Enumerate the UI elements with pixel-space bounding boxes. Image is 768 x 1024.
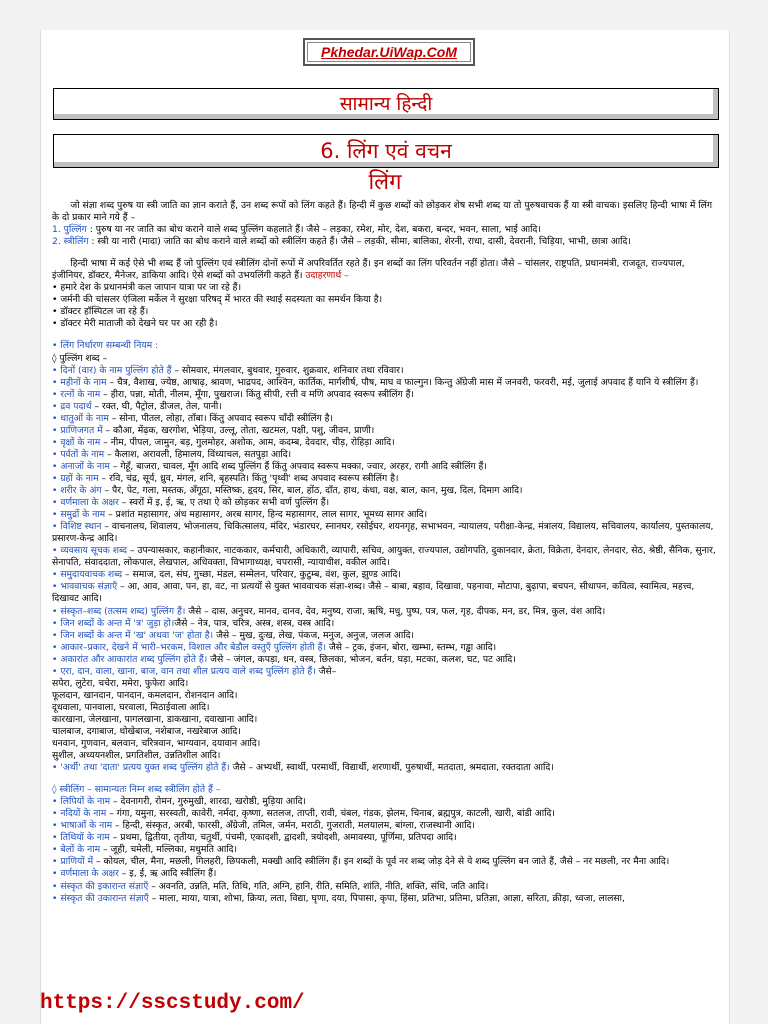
ubhay-paragraph: हिन्दी भाषा में कई ऐसे भी शब्द हैं जो पुल्लिंग एवं स्त्रीलिंग दोनों रूपों में अपरिवर्तित रहते हैं। इन शब्दों का लिंग परिवर्तन नहीं होता। जैसे – चांसलर, राष्ट्रपति, प्रधानमंत्री, राजदूत, राज्यपाल, इंजीनियर, डॉक्टर, मैनेजर, डाकिया आदि। ऐसे शब्दों को उभयलिंगी कहते हैं। उदाहरणार्थ –	[52, 258, 685, 282]
pullinga-rule: • एरा, दान, वाला, खाना, बाज, वान तथा शील प्रत्यय वाले शब्द पुल्लिंग होते हैं। जैसे–	[52, 665, 337, 677]
site-banner[interactable]	[303, 38, 475, 66]
striling-rule: • नदियों के नाम – गंगा, यमुना, सरस्वती, कावेरी, नर्मदा, कृष्णा, सतलज, ताप्ती, रावी, चंबल, गंडक, झेलम, चिनाब, ब्रह्मपुत्र, काटली, खारी, बांडी आदि।	[52, 808, 555, 820]
arthi-rule: • 'अर्थी' तथा 'दाता' प्रत्यय युक्त शब्द पुल्लिंग होते हैं। जैसे – अभ्यर्थी, स्वार्थी, परमार्थी, विद्यार्थी, शरणार्थी, पुरुषार्थी, मतदाता, श्रमदाता, रक्तदाता आदि।	[52, 762, 554, 774]
striling-rule: • लिपियों के नाम – देवनागरी, रोमन, गुरुमुखी, शारदा, खरोष्ठी, मुड़िया आदि।	[52, 796, 306, 808]
example-sentence: • डॉक्टर हॉस्पिटल जा रहे हैं।	[52, 306, 149, 318]
striling-rule: • वर्णमाला के अक्षर – इ, ई, ऋ आदि स्त्रीलिंग हैं।	[52, 868, 217, 880]
suffix-examples-list	[52, 678, 716, 762]
example-sentence: • डॉक्टर मेरी माताजी को देखने घर पर आ रही है।	[52, 318, 218, 330]
subject-title: सामान्य हिन्दी	[53, 88, 719, 120]
pullinga-rule: • वर्णमाला के अक्षर – स्वरों में इ, ई, ऋ, ए तथा ऐ को छोड़कर सभी वर्ण पुल्लिंग हैं।	[52, 497, 330, 509]
ubhay-examples	[52, 282, 716, 330]
pullinga-rule: • पर्वतों के नाम – कैलाश, अरावली, हिमालय, विंध्याचल, सतपुड़ा आदि।	[52, 448, 292, 460]
striling-heading: ◊ स्त्रीलिंग – सामान्यतः निम्न शब्द स्त्रीलिंग होते हैं –	[52, 784, 221, 796]
suffix-example-line: कारखाना, जेलखाना, पागलखाना, डाकखाना, दवाखाना आदि।	[52, 713, 258, 725]
suffix-example-line: सपेरा, लुटेरा, चचेरा, ममेरा, फुफेरा आदि।	[52, 677, 189, 689]
suffix-example-line: सुशील, अध्ययनशील, प्रगतिशील, उन्नतिशील आदि।	[52, 750, 221, 762]
pullinga-rule: • समुद्रों के नाम – प्रशांत महासागर, अंध महासागर, अरब सागर, हिन्द महासागर, लाल सागर, भूमध्य सागर आदि।	[52, 509, 428, 521]
example-sentence: • जर्मनी की चांसलर एंजिला मर्केल ने सुरक्षा परिषद् में भारत की स्थाई सदस्यता का समर्थन किया है।	[52, 294, 383, 306]
striling-rule: • तिथियों के नाम – प्रथमा, द्वितीया, तृतीया, चतुर्थी, पंचमी, एकादशी, द्वादशी, त्रयोदशी, अमावस्या, पूर्णिमा, प्रतिपदा आदि।	[52, 832, 457, 844]
pullinga-rule: • दिनों (वार) के नाम पुल्लिंग होते हैं – सोमवार, मंगलवार, बुधवार, गुरुवार, शुक्रवार, शनिवार तथा रविवार।	[52, 364, 404, 376]
site-banner-text[interactable]: Pkhedar.UiWap.CoM	[321, 44, 457, 60]
striling-rule: • प्राणियों में – कोयल, चील, मैना, मछली, गिलहरी, छिपकली, मक्खी आदि स्त्रीलिंग हैं। इन शब्दों के पूर्व नर शब्द जोड़ देने से ये शब्द पुल्लिंग बन जाते हैं, जैसे – नर मछली, नर मैना आदि।	[52, 856, 670, 868]
pullinga-rule: • अकारांत और आकारांत शब्द पुल्लिंग होते हैं। जैसे – जंगल, कपड़ा, धन, वस्त्र, छिलका, भोजन, बर्तन, घड़ा, मटका, कलश, घट, पट आदि।	[52, 653, 516, 665]
striling-rule: • संस्कृत की इकारान्त संज्ञाएँ – अवनति, उन्नति, मति, तिथि, गति, अग्नि, हानि, रीति, समिति, शांति, नीति, शक्ति, संधि, जति आदि।	[52, 880, 489, 892]
pullinga-rule: • द्रव पदार्थ – रक्त, घी, पैट्रोल, डीजल, तेल, पानी।	[52, 400, 222, 412]
pullinga-rule: • जिन शब्दों के अन्त में 'त्र' जुड़ा हो।जैसे – नेत्र, पात्र, चरित्र, अस्त्र, शस्त्र, वस्त्र आदि।	[52, 617, 335, 629]
pullinga-rule: • समुदायवाचक शब्द – समाज, दल, संघ, गुच्छा, मंडल, सम्मेलन, परिवार, कुटुम्ब, वंश, कुल, झुण्ड आदि।	[52, 569, 401, 581]
suffix-example-line: धनवान, गुणवान, बलवान, चरित्रवान, भाग्यवान, दयावान आदि।	[52, 738, 261, 750]
suffix-example-line: दूधवाला, पानवाला, घरवाला, मिठाईवाला आदि।	[52, 701, 210, 713]
pullinga-rule: • भाववाचक संज्ञाएँ – आ, आव, आवा, पन, हा, वट, ना प्रत्ययों से युक्त भाववाचक संज्ञा-शब्द। जैसे – बाबा, बहाव, दिखावा, पहनावा, मोटापा, बुढ़ापा, बचपन, सीधापन, कवित्व, स्वामित्व, महत्त्व, दिखावट आदि।	[52, 581, 695, 605]
suffix-example-line: फूलदान, खानदान, पानदान, कमलदान, रोशनदान आदि।	[52, 689, 238, 701]
pullinga-definition: 1. पुल्लिंग : पुरुष या नर जाति का बोध कराने वाले शब्द पुल्लिंग कहलाते हैं। जैसे – लड़का, रमेश, मोर, देश, बकरा, बन्दर, भवन, साला, भाई आदि।	[52, 224, 541, 236]
pullinga-rule: • संस्कृत–शब्द (तत्सम शब्द) पुल्लिंग हैं। जैसे – दास, अनुचर, मानव, दानव, देव, मनुष्य, राजा, ऋषि, मधु, पुष्प, पत्र, फल, गृह, दीपक, मन, डर, मित्र, कुल, वंश आदि।	[52, 605, 606, 617]
chapter-title: 6. लिंग एवं वचन	[53, 134, 719, 168]
pullinga-rule: • महीनों के नाम – चैत्र, वैशाख, ज्येष्ठ, आषाढ़, श्रावण, भाद्रपद, आश्विन, कार्तिक, मार्गशीर्ष, पौष, माघ व फाल्गुन। किन्तु अँग्रेजी मास में जनवरी, फरवरी, मई, जुलाई अपवाद हैं यानि ये स्त्रीलिंग हैं।	[52, 376, 699, 388]
pullinga-heading: ◊ पुल्लिंग शब्द –	[52, 352, 108, 364]
example-sentence: • हमारे देश के प्रधानमंत्री कल जापान यात्रा पर जा रहे हैं।	[52, 282, 242, 294]
pullinga-rule: • ग्रहों के नाम – रवि, चंद्र, सूर्य, ध्रुव, मंगल, शनि, बृहस्पति। किंतु 'पृथ्वी' शब्द अपवाद स्वरूप स्त्रीलिंग है।	[52, 472, 399, 484]
pullinga-rules-list	[52, 365, 716, 678]
rules-heading: • लिंग निर्धारण सम्बन्धी नियम :	[52, 340, 159, 352]
pullinga-rule: • विशिष्ट स्थान – वाचनालय, शिवालय, भोजनालय, चिकित्सालय, मंदिर, भंडारघर, स्नानघर, रसोईघर, शयनगृह, सभाभवन, न्यायालय, परीक्षा-केन्द्र, मंत्रालय, विद्यालय, सचिवालय, कार्यालय, पुस्तकालय, प्रसारण-केन्द्र आदि।	[52, 521, 714, 545]
pullinga-rule: • शरीर के अंग – पैर, पेट, गला, मस्तक, अँगूठा, मस्तिष्क, हृदय, सिर, बाल, होंठ, दाँत, हाथ, कंधा, वक्ष, बाल, कान, मुख, दिल, दिमाग आदि।	[52, 485, 523, 497]
document-body	[52, 200, 716, 905]
pullinga-rule: • वृक्षों के नाम – नीम, पीपल, जामुन, बड़, गुलमोहर, अशोक, आम, कदम्ब, देवदार, चीड़, रोहिड़ा आदि।	[52, 436, 395, 448]
pullinga-rule: • व्यवसाय सूचक शब्द – उपन्यासकार, कहानीकार, नाटककार, कर्मचारी, अधिकारी, व्यापारी, सचिव, आयुक्त, राज्यपाल, उद्योगपति, दुकानदार, क्रेता, विक्रेता, देनदार, लेनदार, सेठ, श्रेष्ठी, सैनिक, सुनार, सेनापति, संवाददाता, लोकपाल, लेखपाल, अधिवक्ता, विभागाध्यक्ष, चपरासी, न्यायाधीश, वकील आदि।	[52, 545, 716, 569]
footer-url-link[interactable]: https://sscstudy.com/	[40, 992, 305, 1015]
pullinga-rule: • प्राणिजगत में – कौआ, मेंढ़क, खरगोश, भेड़िया, उल्लू, तोता, खटमल, पक्षी, पशु, जीवन, प्राणी।	[52, 424, 375, 436]
intro-paragraph: जो संज्ञा शब्द पुरुष या स्त्री जाति का ज्ञान कराते हैं, उन शब्द रूपों को लिंग कहते हैं। हिन्दी में कुछ शब्दों को छोड़कर शेष सभी शब्द या तो पुरुषवाचक हैं या स्त्री वाचक। इसलिए हिन्दी भाषा में लिंग के दो प्रकार माने गये हैं –	[52, 200, 713, 224]
page	[40, 30, 730, 1024]
pullinga-rule: • अनाजों के नाम – गेहूँ, बाजरा, चावल, मूँग आदि शब्द पुल्लिंग हैं किंतु अपवाद स्वरूप मक्का, ज्वार, अरहर, रागी आदि स्त्रीलिंग हैं।	[52, 460, 487, 472]
striling-definition: 2. स्त्रीलिंग : स्त्री या नारी (मादा) जाति का बोध कराने वाले शब्दों को स्त्रीलिंग कहते हैं। जैसे – लड़की, सीमा, बालिका, शेरनी, राधा, दासी, देवरानी, चिड़िया, भाभी, छात्रा आदि।	[52, 236, 631, 248]
striling-rule: • संस्कृत की उकारान्त संज्ञाएँ – माला, माया, यात्रा, शोभा, क्रिया, लता, विद्या, घृणा, दया, पिपासा, कृपा, हिंसा, प्रतिभा, प्रतिमा, प्रतिज्ञा, आज्ञा, सरिता, क्रीड़ा, ध्वजा, लालसा,	[52, 892, 625, 904]
striling-rules-list	[52, 796, 716, 904]
section-heading: लिंग	[368, 170, 402, 195]
striling-rule: • भाषाओं के नाम – हिन्दी, संस्कृत, अरबी, फारसी, अँग्रेजी, तमिल, जर्मन, मराठी, गुजराती, मलयालम, बांग्ला, राजस्थानी आदि।	[52, 820, 475, 832]
striling-rule: • बेलों के नाम – जूही, चमेली, मल्लिका, मधुमति आदि।	[52, 844, 238, 856]
pullinga-rule: • रत्नों के नाम – हीरा, पन्ना, मोती, नीलम, मूँगा, पुखराज। किंतु सीपी, रत्ती व मणि अपवाद स्वरूप स्त्रीलिंग हैं।	[52, 388, 415, 400]
pullinga-rule: • धातुओं के नाम – सोना, पीतल, लोहा, ताँबा। किंतु अपवाद स्वरूप चाँदी स्त्रीलिंग है।	[52, 412, 334, 424]
suffix-example-line: चालबाज, दगाबाज, धोखेबाज, नशेबाज, नखरेबाज आदि।	[52, 725, 241, 737]
pullinga-rule: • आकार–प्रकार, देखने में भारी–भरकम, विशाल और बेडौल वस्तुएँ पुल्लिंग होती हैं। जैसे – ट्रक, इंजन, बोरा, खम्भा, स्तम्भ, गड्ढा आदि।	[52, 641, 497, 653]
pullinga-rule: • जिन शब्दों के अन्त में 'ख' अथवा 'ज' होता है। जैसे – मुख, दुःख, लेख, पंकज, मनुज, अनुज, जलज आदि।	[52, 629, 414, 641]
